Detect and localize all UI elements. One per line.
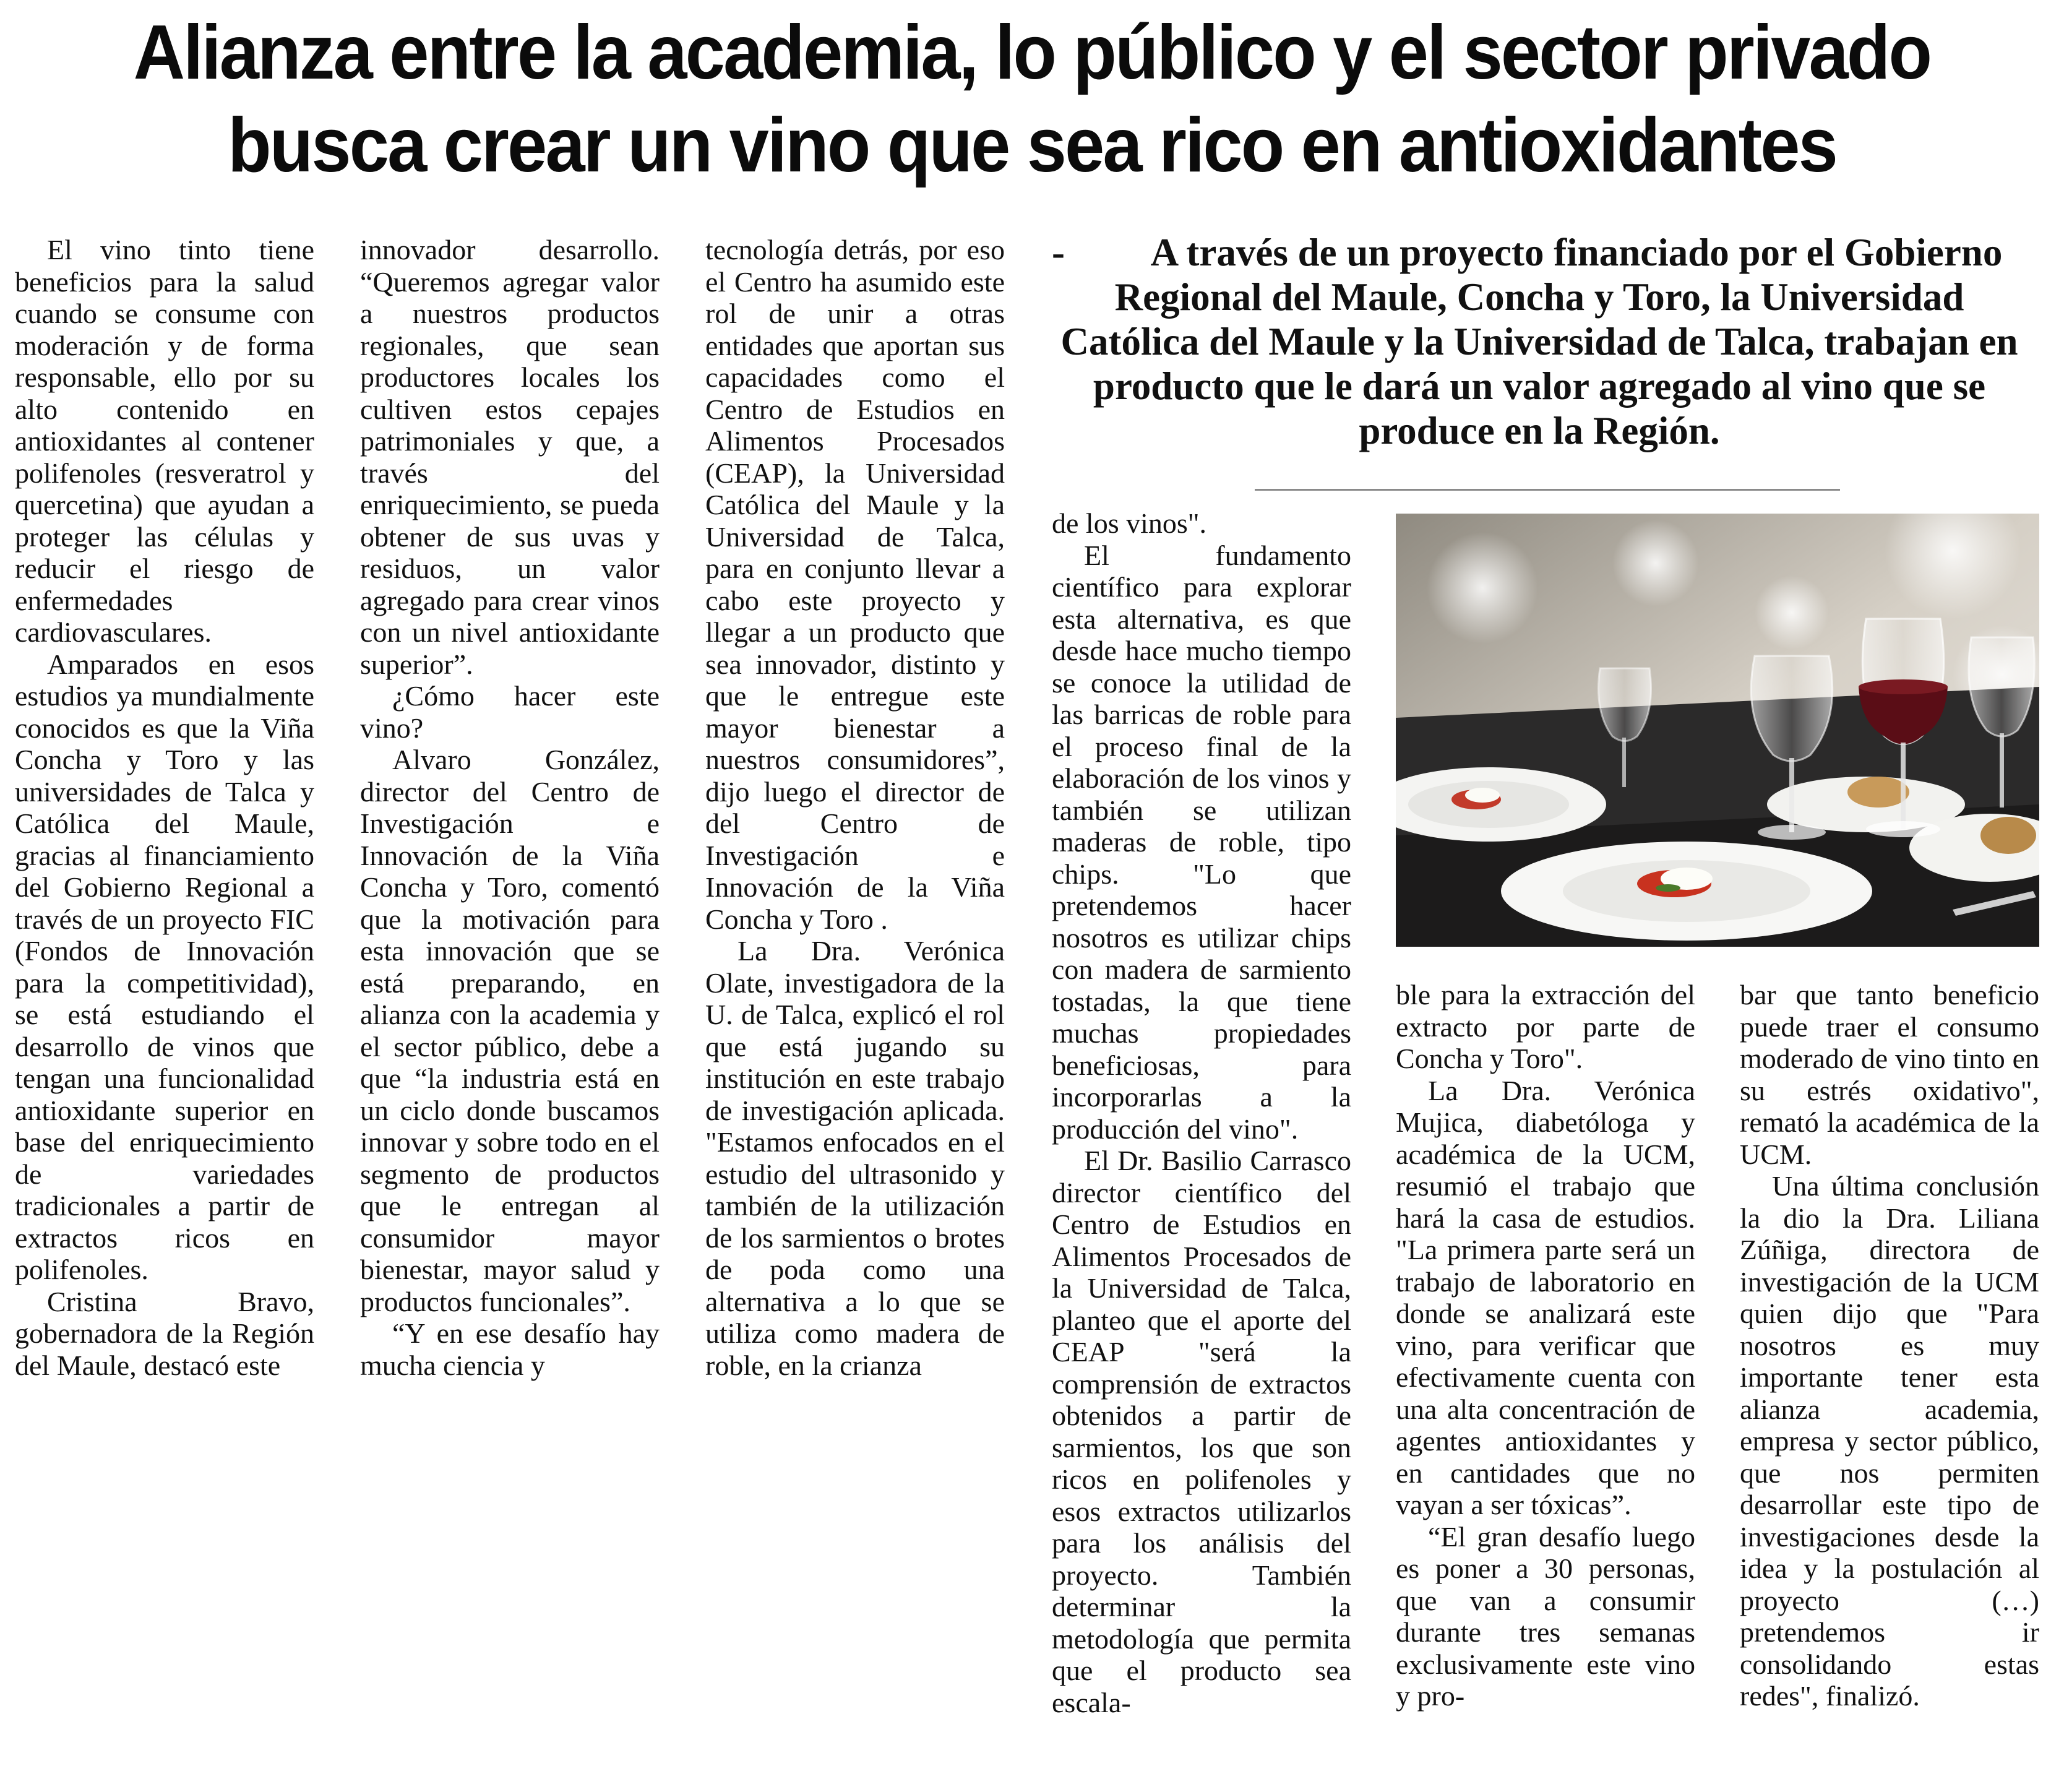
article-column-4: [1052, 507, 1351, 1788]
wine-glasses-table-photo: [1396, 514, 2039, 947]
headline-line-2: busca crear un vino que sea rico en antioxidantes: [228, 103, 1836, 188]
paragraph: Alvaro González, director del Centro de Investigación e Innovación de la Viña Concha y Toro, comentó que la motivación para esta innovación que se está preparando, en alianza con la academia y el sector público, debe a que “la industria está en un ciclo donde buscamos innovar y sobre todo en el segmento de productos que le entregan al consumidor mayor bienestar, mayor salud y productos funcionales”.: [360, 744, 660, 1317]
photo-illustration: [1396, 514, 2039, 947]
headline: [84, 6, 1980, 192]
paragraph: La Dra. Verónica Mujica, diabetóloga y académica de la UCM, resumió el trabajo que hará la casa de estudios. "La primera parte será un trabajo de laboratorio en donde se analizará este vino, para verificar que efectivamente cuenta con una alta concentración de agentes antioxidantes y en cantidades que no vayan a ser tóxicas”.: [1396, 1074, 1695, 1520]
paragraph: El vino tinto tiene beneficios para la salud cuando se consume con moderación y de forma responsable, ello por su alto contenido en antioxidantes al contener polifenoles (resveratrol y quercetina) que ayudan a proteger las células y reducir el riesgo de enfermedades cardiovasculares.: [15, 234, 314, 648]
paragraph: tecnología detrás, por eso el Centro ha asumido este rol de unir a otras entidades que aportan sus capacidades como el Centro de Estudios en Alimentos Procesados (CEAP), la Universidad Católica del Maule y la Universidad de Talca, para en conjunto llevar a cabo este proyecto y llegar a un producto que sea innovador, distinto y que le entregue este mayor bienestar a nuestros consumidores”, dijo luego el director de del Centro de Investigación e Innovación de la Viña Concha y Toro .: [705, 234, 1005, 935]
article-column-5: [1396, 979, 1695, 1790]
paragraph: de los vinos".: [1052, 507, 1207, 539]
article-column-1: [15, 234, 314, 1471]
paragraph: bar que tanto beneficio puede traer el consumo moderado de vino tinto en su estrés oxidativo", remató la académica de la UCM.: [1740, 979, 2039, 1170]
paragraph: “Y en ese desafío hay mucha ciencia y: [360, 1317, 660, 1381]
paragraph: ble para la extracción del extracto por parte de Concha y Toro".: [1396, 979, 1695, 1074]
article-column-3: [705, 234, 1005, 1502]
paragraph: innovador desarrollo. “Queremos agregar valor a nuestros productos regionales, que sean productores locales los cultiven estos cepajes patrimoniales y que, a través del enriquecimiento, se pueda obtener de sus uvas y residuos, un valor agregado para crear vinos con un nivel antioxidante superior”.: [360, 234, 660, 680]
paragraph: “El gran desafío luego es poner a 30 personas, que van a consumir durante tres semanas exclusivamente este vino y pro-: [1396, 1520, 1695, 1712]
paragraph: Cristina Bravo, gobernadora de la Región del Maule, destacó este: [15, 1285, 314, 1381]
paragraph: Una última conclusión la dio la Dra. Liliana Zúñiga, directora de investigación de la UCM quien dijo que "Para nosotros es muy importante tener esta alianza academia, empresa y sector público, que nos permiten desarrollar este tipo de investigaciones desde la idea y la postulación al proyecto (…) pretendemos ir consolidando estas redes", finalizó.: [1740, 1170, 2039, 1712]
article-column-2: [360, 234, 660, 1471]
article-column-6: [1740, 979, 2039, 1790]
paragraph: El Dr. Basilio Carrasco director científico del Centro de Estudios en Alimentos Procesados de la Universidad de Talca, planteo que el aporte del CEAP "será la comprensión de extractos obtenidos a partir de sarmientos, los que son ricos en polifenoles y esos extractos utilizarlos para los análisis del proyecto. También determinar la metodología que permita que el producto sea escala-: [1052, 1145, 1351, 1718]
divider: [1255, 489, 1840, 491]
paragraph: Amparados en esos estudios ya mundialmente conocidos es que la Viña Concha y Toro y las universidades de Talca y Católica del Maule, gracias al financiamiento del Gobierno Regional a través de un proyecto FIC (Fondos de Innovación para la competitividad), se está estudiando el desarrollo de vinos que tengan una funcionalidad antioxidante superior en base del enriquecimiento de variedades tradicionales a partir de extractos ricos en polifenoles.: [15, 648, 314, 1285]
headline-line-1: Alianza entre la academia, lo público y el sector privado: [133, 10, 1931, 95]
paragraph: El fundamento científico para explorar esta alternativa, es que desde hace mucho tiempo se conoce la utilidad de las barricas de roble para el proceso final de la elaboración de los vinos y también se utilizan maderas de roble, tipo chips. "Lo que pretendemos hacer nosotros es utilizar chips con madera de sarmiento tostadas, la que tiene muchas propiedades beneficiosas, para incorporarlas a la producción del vino".: [1052, 539, 1351, 1145]
paragraph: La Dra. Verónica Olate, investigadora de la U. de Talca, explicó el rol que está jugando su institución en este trabajo de investigación aplicada. "Estamos enfocados en el estudio del ultrasonido y también de la utilización de los sarmientos o brotes de poda como una alternativa a lo que se utiliza como madera de roble, en la crianza: [705, 935, 1005, 1381]
subhead-dash: -: [1052, 231, 1065, 274]
section-subtitle: ¿Cómo hacer este vino?: [360, 680, 660, 744]
subhead: A través de un proyecto financiado por el Gobierno Regional del Maule, Concha y Toro, la Universidad Católica del Maule y la Universidad de Talca, trabajan en producto que le dará un valor agregado al vino que se produce en la Región.: [1060, 231, 2018, 452]
